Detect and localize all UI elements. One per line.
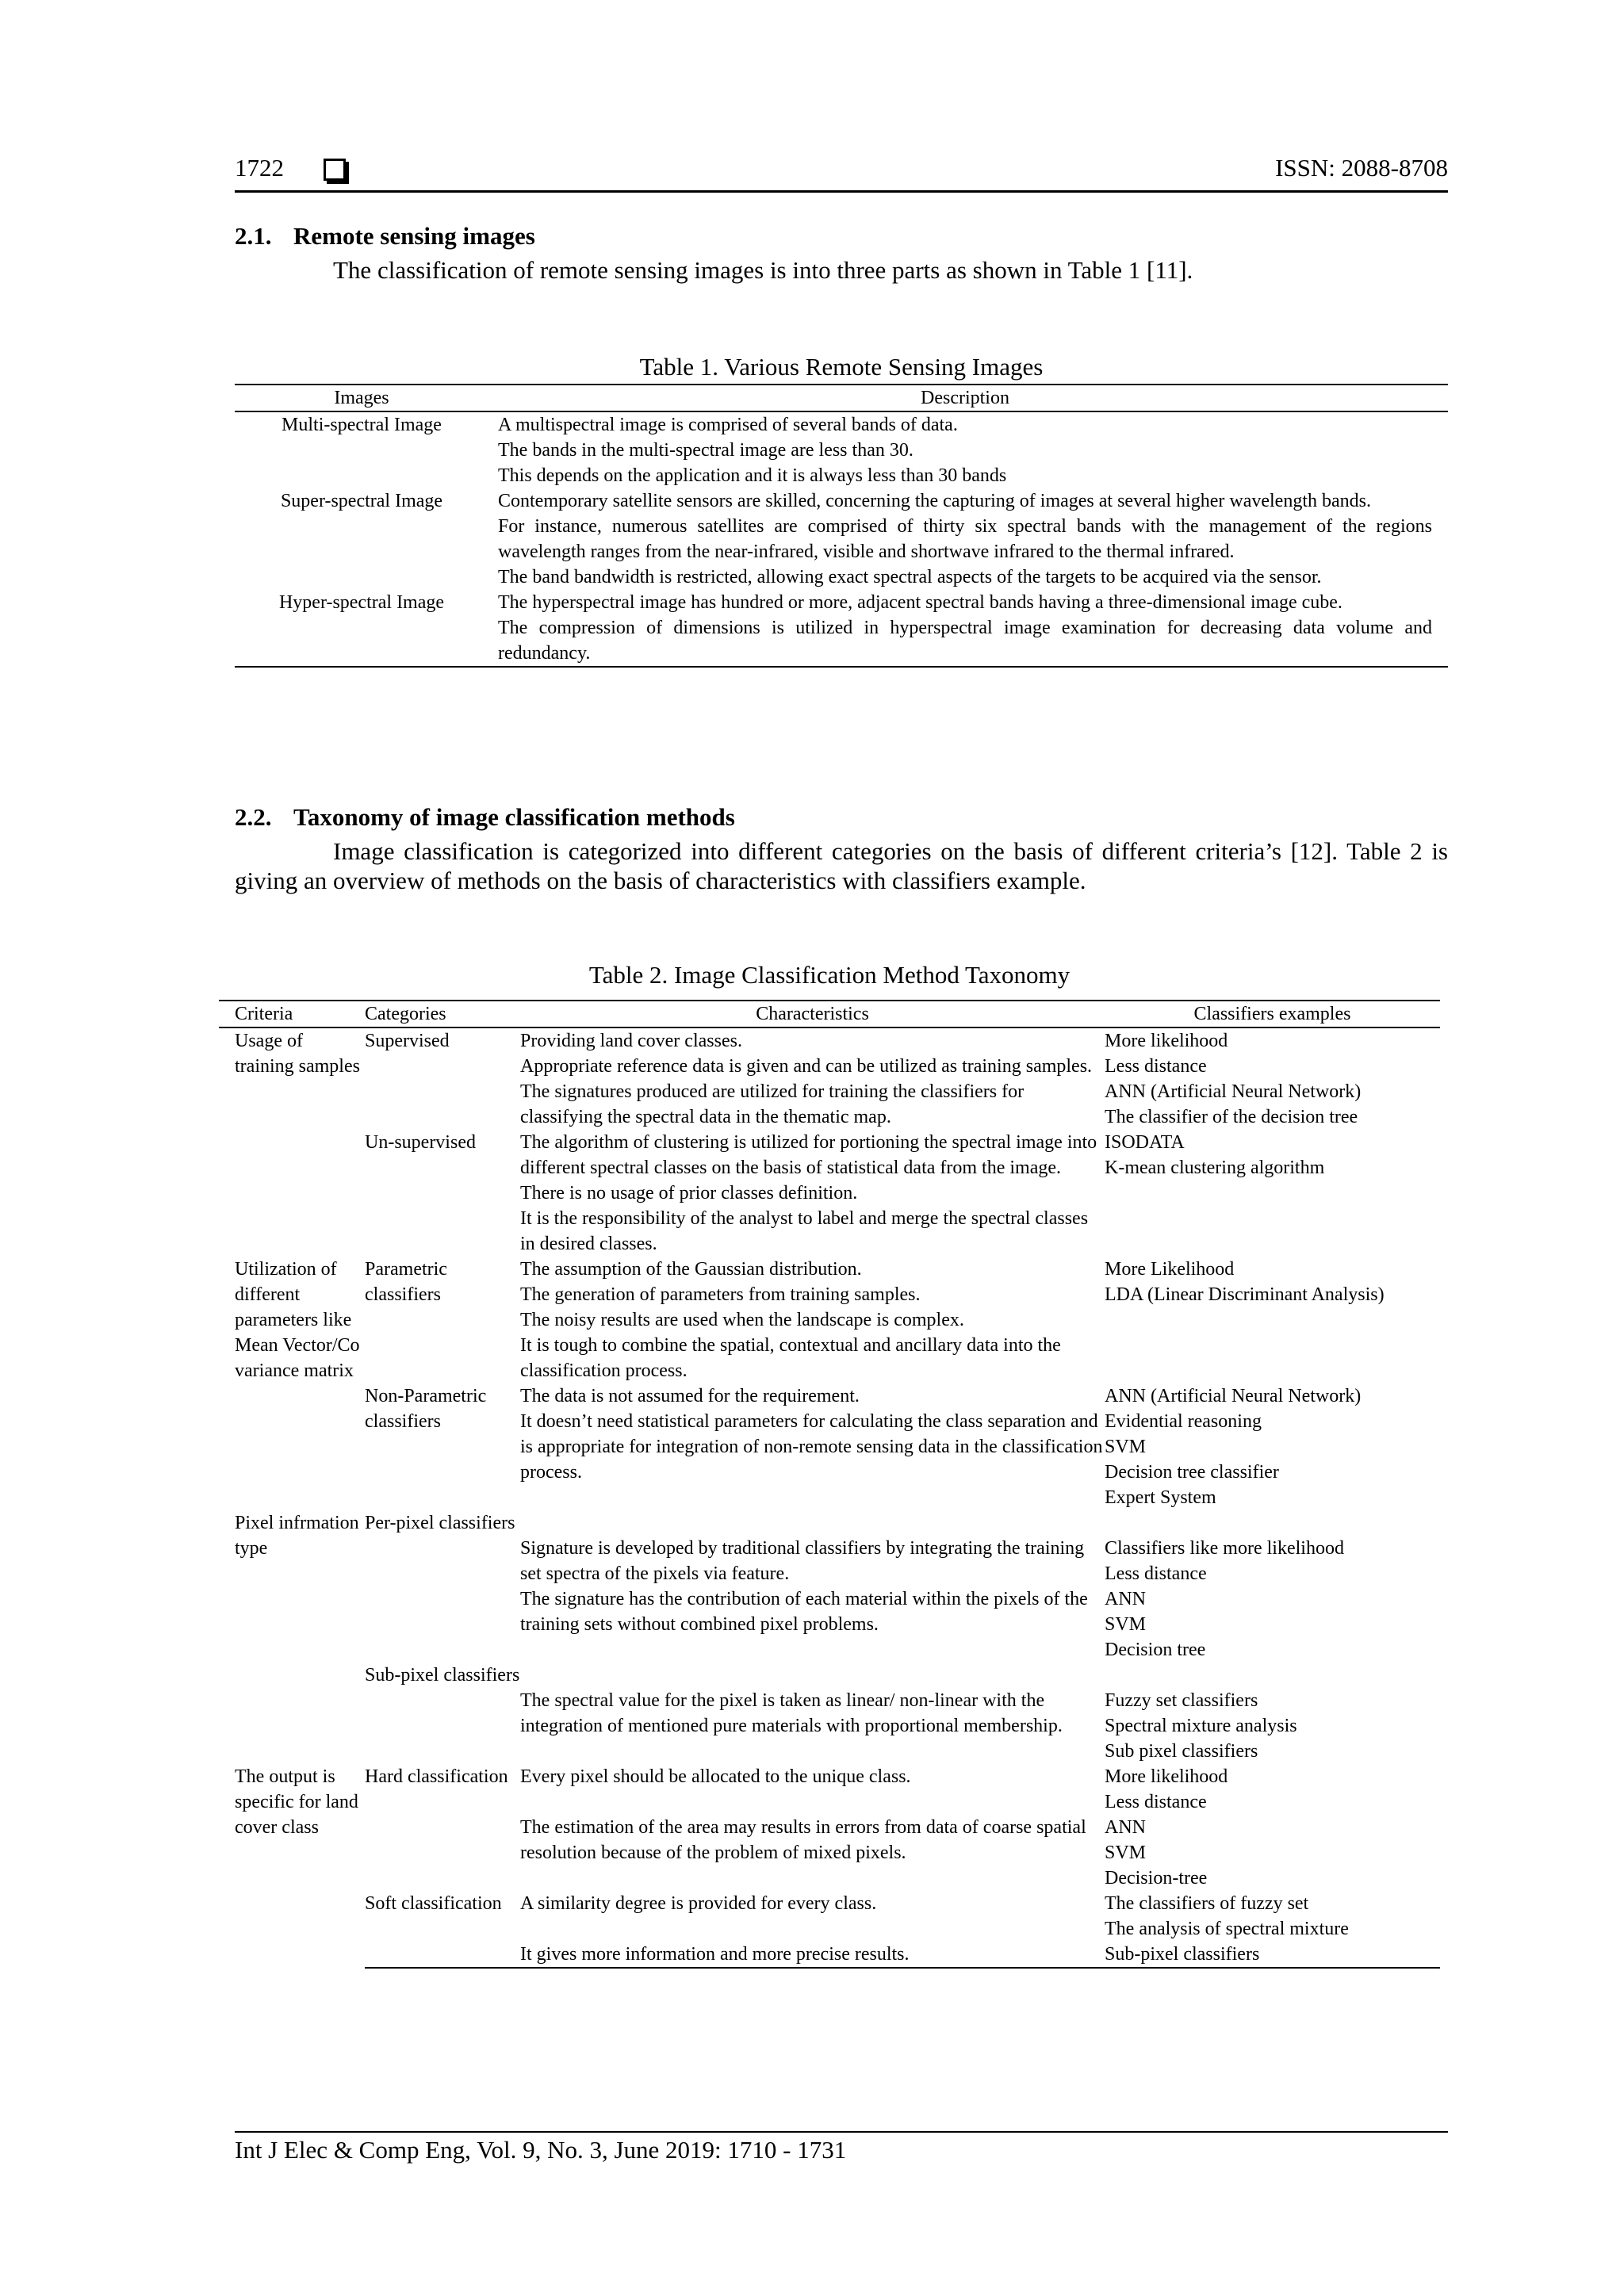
section-number: 2.1. bbox=[235, 222, 272, 250]
paragraph-text: Image classification is categorized into different categories on the basis of different criteria’s [12]. Table 2 is giving an overview of methods on the basis of characteristics with classifiers example. bbox=[235, 837, 1448, 894]
description-cell bbox=[488, 411, 1448, 488]
table-caption: Table 2. Image Classification Method Taxonomy bbox=[588, 961, 1071, 989]
footer-citation: Int J Elec & Comp Eng, Vol. 9, No. 3, June 2019: 1710 - 1731 bbox=[235, 2136, 847, 2164]
section-title: Taxonomy of image classification methods bbox=[293, 803, 735, 831]
examples-cell: Classifiers like more likelihood Less distance ANN SVM Decision tree bbox=[1105, 1538, 1344, 1660]
characteristics-cell: A similarity degree is provided for every class. It gives more information and more precise results. bbox=[520, 1891, 1105, 1968]
criteria-cell: Usage of training samples bbox=[235, 1031, 360, 1077]
examples-cell: More likelihood Less distance ANN (Artificial Neural Network) The classifier of the decision tree bbox=[1105, 1031, 1362, 1127]
category-cell: Sub-pixel classifiers bbox=[365, 1665, 520, 1686]
description-line: The compression of dimensions is utilized in hyperspectral image examination for decreasing data volume and redundancy. bbox=[498, 618, 1432, 664]
page-number: 1722 bbox=[235, 154, 284, 182]
image-type-cell: Super-spectral Image bbox=[280, 491, 443, 511]
column-header: Images bbox=[235, 385, 488, 411]
description-cell bbox=[488, 590, 1448, 667]
section-number: 2.2. bbox=[235, 803, 272, 831]
section-heading-2-2 bbox=[235, 803, 735, 832]
description-line: For instance, numerous satellites are comprised of thirty six spectral bands with the management of the regions wavelength ranges from the near-infrared, visible and shortwave infrared to the thermal infrared. bbox=[498, 516, 1432, 562]
description-cell bbox=[488, 488, 1448, 590]
characteristics-cell: Every pixel should be allocated to the unique class. The estimation of the area may results in errors from data of coarse spatial resolution because of the problem of mixed pixels. bbox=[520, 1766, 1086, 1863]
section-heading-2-1 bbox=[235, 222, 535, 251]
table-row bbox=[219, 1130, 1440, 1257]
table-remote-sensing-images bbox=[235, 384, 1448, 668]
issn-label: ISSN: 2088-8708 bbox=[1275, 154, 1448, 182]
characteristics-cell: The data is not assumed for the requirement. It doesn’t need statistical parameters for calculating the class separation and is appropriate for integration of non-remote sensing data in the classification process. bbox=[520, 1386, 1103, 1483]
characteristics-cell: The assumption of the Gaussian distribution. The generation of parameters from training samples. The noisy results are used when the landscape is complex. It is tough to combine the spatial, contextual and ancillary data into the classification process. bbox=[520, 1259, 1061, 1381]
section-paragraph bbox=[235, 836, 1448, 895]
description-line: This depends on the application and it is always less than 30 bands bbox=[498, 465, 1007, 486]
column-header: Characteristics bbox=[520, 1001, 1105, 1027]
examples-cell: The classifiers of fuzzy set The analysis of spectral mixture Sub-pixel classifiers bbox=[1105, 1891, 1440, 1968]
image-type-cell: Hyper-spectral Image bbox=[235, 590, 488, 667]
table-row bbox=[219, 1027, 1440, 1130]
paragraph-text: The classification of remote sensing images is into three parts as shown in Table 1 [11]. bbox=[333, 256, 1193, 284]
description-line: The band bandwidth is restricted, allowing exact spectral aspects of the targets to be acquired via the sensor. bbox=[498, 567, 1322, 587]
examples-cell: More likelihood Less distance ANN SVM Decision-tree bbox=[1105, 1766, 1228, 1888]
table-row bbox=[219, 1510, 1440, 1663]
category-cell: Soft classification bbox=[365, 1891, 520, 1968]
table-row bbox=[219, 1257, 1440, 1383]
characteristics-cell: The algorithm of clustering is utilized for portioning the spectral image into different spectral classes on the basis of statistical data from the image. There is no usage of prior classes definition. It is the responsibility of the analyst to label and merge the spectral classes in desired classes. bbox=[520, 1132, 1097, 1254]
footer-rule bbox=[235, 2131, 1448, 2133]
section-title: Remote sensing images bbox=[293, 222, 535, 250]
examples-cell: Fuzzy set classifiers Spectral mixture analysis Sub pixel classifiers bbox=[1105, 1690, 1297, 1762]
category-cell: Hard classification bbox=[365, 1766, 508, 1787]
image-type-cell: Multi-spectral Image bbox=[282, 415, 442, 435]
table-row bbox=[219, 1764, 1440, 1891]
table-row bbox=[235, 590, 1448, 667]
description-line: Contemporary satellite sensors are skilled, concerning the capturing of images at several higher wavelength bands. bbox=[498, 491, 1371, 511]
category-cell: Non-Parametric classifiers bbox=[365, 1386, 487, 1432]
section-paragraph bbox=[235, 255, 1448, 285]
category-cell: Per-pixel classifiers bbox=[365, 1513, 515, 1533]
table-row bbox=[219, 1383, 1440, 1510]
examples-cell: More Likelihood LDA (Linear Discriminant Analysis) bbox=[1105, 1259, 1385, 1305]
checkbox-square-icon bbox=[324, 159, 346, 181]
page-header bbox=[235, 154, 1448, 190]
category-cell: Un-supervised bbox=[365, 1132, 476, 1153]
column-header: Categories bbox=[365, 1001, 520, 1027]
category-cell: Parametric classifiers bbox=[365, 1259, 447, 1305]
column-header: Description bbox=[488, 385, 1448, 411]
characteristics-cell: Providing land cover classes. Appropriate reference data is given and can be utilized as training samples. The signatures produced are utilized for training the classifiers for classifying the spectral data in the thematic map. bbox=[520, 1031, 1093, 1127]
criteria-cell: The output is specific for land cover class bbox=[235, 1766, 358, 1838]
column-header: Classifiers examples bbox=[1105, 1001, 1440, 1027]
description-line: A multispectral image is comprised of several bands of data. bbox=[498, 415, 958, 435]
characteristics-cell: Signature is developed by traditional classifiers by integrating the training set spectra of the pixels via feature. The signature has the contribution of each material within the pixels of the training sets without combined pixel problems. bbox=[520, 1538, 1088, 1635]
characteristics-cell: The spectral value for the pixel is taken as linear/ non-linear with the integration of mentioned pure materials with proportional membership. bbox=[520, 1690, 1063, 1736]
column-header: Criteria bbox=[219, 1001, 365, 1027]
table-row bbox=[235, 488, 1448, 590]
table-row bbox=[219, 1663, 1440, 1764]
table-row bbox=[219, 1891, 1440, 1968]
category-cell: Supervised bbox=[365, 1031, 450, 1051]
criteria-cell: Pixel infrmation type bbox=[235, 1513, 359, 1559]
table-classification-taxonomy bbox=[219, 1000, 1440, 1969]
table-row bbox=[235, 411, 1448, 488]
header-rule bbox=[235, 190, 1448, 193]
description-line: The bands in the multi-spectral image are less than 30. bbox=[498, 440, 914, 461]
examples-cell: ANN (Artificial Neural Network) Evidential reasoning SVM Decision tree classifier Expert System bbox=[1105, 1386, 1362, 1508]
description-line: The hyperspectral image has hundred or more, adjacent spectral bands having a three-dimensional image cube. bbox=[498, 592, 1342, 613]
table-caption: Table 1. Various Remote Sensing Images bbox=[639, 353, 1044, 381]
criteria-cell: Utilization of different parameters like Mean Vector/Co variance matrix bbox=[235, 1259, 360, 1381]
examples-cell: ISODATA K-mean clustering algorithm bbox=[1105, 1132, 1325, 1178]
